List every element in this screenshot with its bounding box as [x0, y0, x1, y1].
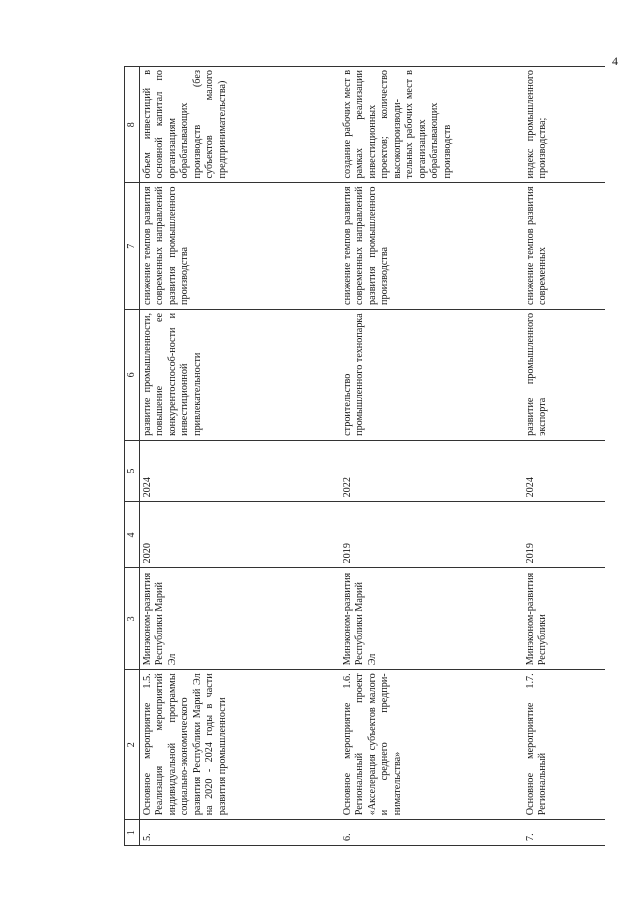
row-number: 7. [523, 820, 605, 846]
consequence: снижение темпов развития современных направлений развития промышленного производства [140, 183, 341, 309]
table-row [340, 67, 523, 846]
end-year: 2024 [523, 440, 605, 502]
executor: Минэконом-развития Республики Марий Эл [340, 568, 523, 670]
table-row [140, 67, 341, 846]
indicator: индекс промышленного производства; [523, 67, 605, 183]
col-header-3: 3 [125, 568, 140, 670]
expected-result: развитие промышленности, повышение ее конкурентоспособ-ности и инвестиционной привлекательности [140, 309, 341, 440]
col-header-4: 4 [125, 502, 140, 568]
executor: Минэконом-развития Республики Марий Эл [140, 568, 341, 670]
row-number: 5. [140, 820, 341, 846]
event-name: Основное мероприятие 1.5. Реализация мероприятий индивидуальной программы социально-экономического развития Республики Марий Эл на 2020 - 2024 годы в части развития промышленности [140, 670, 341, 820]
executor: Минэконом-развития Республики [523, 568, 605, 670]
program-events-table [124, 66, 605, 846]
indicator: создание рабочих мест в рамках реализации инвестиционных проектов; количество высокопроизводи-тельных рабочих мест в организациях обрабатывающих производств [340, 67, 523, 183]
consequence: снижение темпов развития современных направлений развития промышленного производства [340, 183, 523, 309]
expected-result: развитие промышленного экспорта [523, 309, 605, 440]
header-row [125, 67, 140, 846]
table-row [523, 67, 605, 846]
indicator: объем инвестиций в основной капитал по организациям обрабатывающих производств (без субъектов малого предпринимательства) [140, 67, 341, 183]
rotated-table-wrapper [124, 66, 614, 846]
col-header-7: 7 [125, 183, 140, 309]
row-number: 6. [340, 820, 523, 846]
event-name: Основное мероприятие 1.6. Региональный проект «Акселерация субъектов малого и среднего предпри-нимательства» [340, 670, 523, 820]
start-year: 2019 [340, 502, 523, 568]
end-year: 2022 [340, 440, 523, 502]
end-year: 2024 [140, 440, 341, 502]
start-year: 2020 [140, 502, 341, 568]
page-number: 4 [612, 54, 618, 68]
col-header-2: 2 [125, 670, 140, 820]
expected-result: строительство промышленного технопарка [340, 309, 523, 440]
col-header-5: 5 [125, 440, 140, 502]
col-header-1: 1 [125, 820, 140, 846]
col-header-6: 6 [125, 309, 140, 440]
start-year: 2019 [523, 502, 605, 568]
col-header-8: 8 [125, 67, 140, 183]
consequence: снижение темпов развития современных [523, 183, 605, 309]
event-name: Основное мероприятие 1.7. Региональный [523, 670, 605, 820]
